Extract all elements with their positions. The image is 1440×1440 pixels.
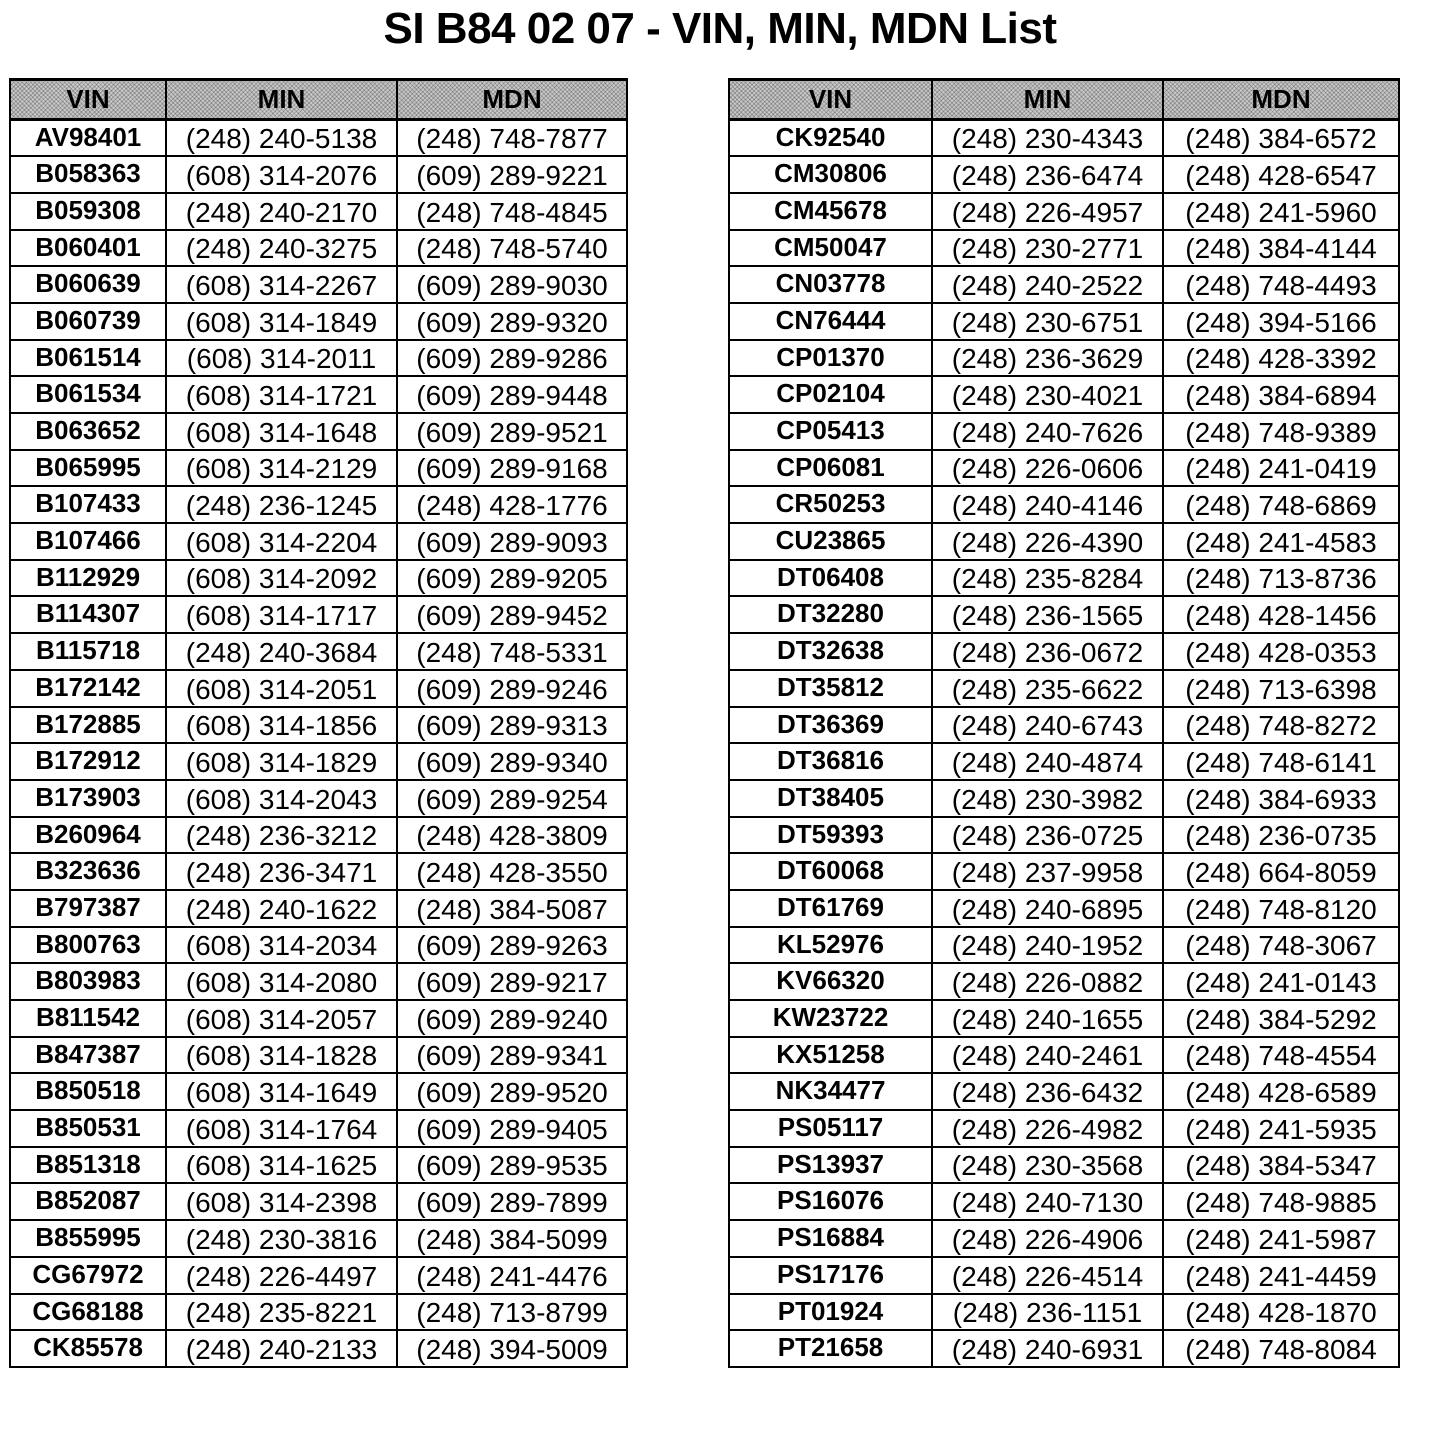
- mdn-cell: (609) 289-9221: [397, 156, 627, 193]
- table-row: [729, 486, 1399, 523]
- table-row: [729, 413, 1399, 450]
- min-cell: (608) 314-1828: [166, 1037, 397, 1074]
- min-cell: (248) 235-6622: [932, 670, 1163, 707]
- mdn-cell: (609) 289-9520: [397, 1073, 627, 1110]
- min-cell: (248) 226-4982: [932, 1110, 1163, 1147]
- table-row: [729, 633, 1399, 670]
- min-cell: (248) 226-0882: [932, 963, 1163, 1000]
- vin-cell: CG68188: [10, 1294, 166, 1331]
- table-row: [729, 376, 1399, 413]
- vin-cell: CN76444: [729, 303, 932, 340]
- min-cell: (248) 236-3629: [932, 340, 1163, 377]
- min-cell: (608) 314-2092: [166, 560, 397, 597]
- mdn-cell: (248) 428-6547: [1163, 156, 1399, 193]
- table-row: [10, 780, 627, 817]
- min-cell: (608) 314-1721: [166, 376, 397, 413]
- table-row: [10, 303, 627, 340]
- mdn-cell: (248) 748-4554: [1163, 1037, 1399, 1074]
- min-cell: (248) 240-4146: [932, 486, 1163, 523]
- min-cell: (248) 236-1245: [166, 486, 397, 523]
- min-cell: (248) 230-6751: [932, 303, 1163, 340]
- min-cell: (248) 226-4957: [932, 193, 1163, 230]
- table-row: [10, 1037, 627, 1074]
- mdn-cell: (248) 428-3392: [1163, 340, 1399, 377]
- vin-cell: B173903: [10, 780, 166, 817]
- min-cell: (608) 314-1648: [166, 413, 397, 450]
- table-row: [10, 633, 627, 670]
- vin-cell: B800763: [10, 927, 166, 964]
- table-row: [729, 340, 1399, 377]
- table-row: [729, 120, 1399, 157]
- vin-cell: B797387: [10, 890, 166, 927]
- min-cell: (248) 240-3684: [166, 633, 397, 670]
- mdn-cell: (248) 748-3067: [1163, 927, 1399, 964]
- vin-cell: CN03778: [729, 266, 932, 303]
- min-cell: (608) 314-1717: [166, 596, 397, 633]
- vin-cell: DT32638: [729, 633, 932, 670]
- mdn-cell: (248) 713-8799: [397, 1294, 627, 1331]
- table-row: [729, 780, 1399, 817]
- mdn-cell: (248) 428-1776: [397, 486, 627, 523]
- mdn-cell: (609) 289-9448: [397, 376, 627, 413]
- table-row: [729, 743, 1399, 780]
- vin-cell: DT32280: [729, 596, 932, 633]
- table-row: [10, 1000, 627, 1037]
- min-cell: (608) 314-2011: [166, 340, 397, 377]
- table-row: [729, 1257, 1399, 1294]
- table-row: [10, 853, 627, 890]
- min-cell: (608) 314-1856: [166, 707, 397, 744]
- table-row: [10, 1220, 627, 1257]
- min-cell: (248) 236-0725: [932, 817, 1163, 854]
- vin-cell: B061534: [10, 376, 166, 413]
- min-cell: (248) 240-3275: [166, 230, 397, 267]
- mdn-cell: (248) 748-4493: [1163, 266, 1399, 303]
- mdn-cell: (609) 289-9341: [397, 1037, 627, 1074]
- mdn-cell: (248) 384-5347: [1163, 1147, 1399, 1184]
- vin-cell: CM30806: [729, 156, 932, 193]
- min-cell: (248) 240-7130: [932, 1183, 1163, 1220]
- mdn-cell: (248) 384-4144: [1163, 230, 1399, 267]
- table-row: [729, 1147, 1399, 1184]
- mdn-cell: (248) 384-5099: [397, 1220, 627, 1257]
- table-row: [10, 486, 627, 523]
- mdn-cell: (609) 289-9246: [397, 670, 627, 707]
- table-body-right: [729, 120, 1399, 1367]
- vin-cell: DT59393: [729, 817, 932, 854]
- vin-cell: B172142: [10, 670, 166, 707]
- mdn-cell: (248) 394-5166: [1163, 303, 1399, 340]
- min-cell: (248) 235-8284: [932, 560, 1163, 597]
- min-cell: (608) 314-2398: [166, 1183, 397, 1220]
- mdn-cell: (609) 289-9254: [397, 780, 627, 817]
- vin-cell: B172912: [10, 743, 166, 780]
- vin-cell: PS05117: [729, 1110, 932, 1147]
- table-row: [10, 266, 627, 303]
- vin-cell: DT36816: [729, 743, 932, 780]
- min-cell: (608) 314-2204: [166, 523, 397, 560]
- header-row: [10, 80, 627, 120]
- vin-cell: B172885: [10, 707, 166, 744]
- min-cell: (608) 314-1764: [166, 1110, 397, 1147]
- table-row: [10, 156, 627, 193]
- table-row: [10, 523, 627, 560]
- vin-cell: KW23722: [729, 1000, 932, 1037]
- table-row: [10, 1257, 627, 1294]
- table-row: [10, 1330, 627, 1367]
- table-row: [729, 303, 1399, 340]
- min-cell: (248) 240-5138: [166, 120, 397, 157]
- vin-cell: B811542: [10, 1000, 166, 1037]
- min-cell: (248) 230-3982: [932, 780, 1163, 817]
- vin-cell: DT60068: [729, 853, 932, 890]
- vin-cell: B063652: [10, 413, 166, 450]
- min-cell: (248) 240-2461: [932, 1037, 1163, 1074]
- vin-cell: B112929: [10, 560, 166, 597]
- mdn-cell: (609) 289-9240: [397, 1000, 627, 1037]
- mdn-cell: (609) 289-7899: [397, 1183, 627, 1220]
- vin-cell: CG67972: [10, 1257, 166, 1294]
- mdn-cell: (609) 289-9452: [397, 596, 627, 633]
- min-cell: (608) 314-1829: [166, 743, 397, 780]
- vin-cell: CM50047: [729, 230, 932, 267]
- vin-cell: CK85578: [10, 1330, 166, 1367]
- vin-cell: B061514: [10, 340, 166, 377]
- vin-cell: PS13937: [729, 1147, 932, 1184]
- vin-cell: DT36369: [729, 707, 932, 744]
- mdn-cell: (248) 664-8059: [1163, 853, 1399, 890]
- table-row: [10, 230, 627, 267]
- min-cell: (248) 230-3816: [166, 1220, 397, 1257]
- mdn-cell: (248) 394-5009: [397, 1330, 627, 1367]
- min-cell: (608) 314-2129: [166, 450, 397, 487]
- vin-cell: DT35812: [729, 670, 932, 707]
- table-row: [10, 890, 627, 927]
- vin-cell: B803983: [10, 963, 166, 1000]
- vin-cell: NK34477: [729, 1073, 932, 1110]
- min-cell: (248) 240-7626: [932, 413, 1163, 450]
- min-cell: (248) 240-2522: [932, 266, 1163, 303]
- mdn-cell: (248) 748-8272: [1163, 707, 1399, 744]
- mdn-cell: (609) 289-9263: [397, 927, 627, 964]
- vin-cell: CU23865: [729, 523, 932, 560]
- vin-cell: PS16076: [729, 1183, 932, 1220]
- min-cell: (248) 230-2771: [932, 230, 1163, 267]
- min-cell: (248) 230-4343: [932, 120, 1163, 157]
- table-row: [10, 670, 627, 707]
- vin-cell: B114307: [10, 596, 166, 633]
- table-row: [10, 560, 627, 597]
- min-cell: (608) 314-2267: [166, 266, 397, 303]
- table-row: [10, 376, 627, 413]
- vin-cell: B107433: [10, 486, 166, 523]
- vin-cell: DT06408: [729, 560, 932, 597]
- mdn-cell: (609) 289-9205: [397, 560, 627, 597]
- mdn-cell: (248) 384-5087: [397, 890, 627, 927]
- mdn-cell: (609) 289-9320: [397, 303, 627, 340]
- min-cell: (248) 230-4021: [932, 376, 1163, 413]
- mdn-cell: (609) 289-9168: [397, 450, 627, 487]
- table-row: [729, 927, 1399, 964]
- table-row: [10, 1073, 627, 1110]
- mdn-cell: (248) 428-1870: [1163, 1294, 1399, 1331]
- table-row: [10, 707, 627, 744]
- mdn-cell: (248) 748-5740: [397, 230, 627, 267]
- vin-cell: DT38405: [729, 780, 932, 817]
- column-header-vin: VIN: [10, 80, 166, 120]
- column-header-mdn: MDN: [397, 80, 627, 120]
- mdn-cell: (248) 384-6894: [1163, 376, 1399, 413]
- table-row: [729, 707, 1399, 744]
- vin-cell: CP05413: [729, 413, 932, 450]
- min-cell: (248) 240-6931: [932, 1330, 1163, 1367]
- min-cell: (248) 226-4906: [932, 1220, 1163, 1257]
- min-cell: (608) 314-2051: [166, 670, 397, 707]
- vin-cell: PS16884: [729, 1220, 932, 1257]
- vin-table-left: [9, 78, 628, 1368]
- table-row: [729, 1000, 1399, 1037]
- mdn-cell: (609) 289-9405: [397, 1110, 627, 1147]
- mdn-cell: (609) 289-9340: [397, 743, 627, 780]
- mdn-cell: (248) 748-8120: [1163, 890, 1399, 927]
- min-cell: (248) 236-1565: [932, 596, 1163, 633]
- min-cell: (248) 235-8221: [166, 1294, 397, 1331]
- min-cell: (248) 240-4874: [932, 743, 1163, 780]
- min-cell: (248) 226-0606: [932, 450, 1163, 487]
- min-cell: (248) 226-4514: [932, 1257, 1163, 1294]
- vin-cell: B060401: [10, 230, 166, 267]
- mdn-cell: (248) 241-0419: [1163, 450, 1399, 487]
- column-header-min: MIN: [932, 80, 1163, 120]
- vin-cell: AV98401: [10, 120, 166, 157]
- mdn-cell: (609) 289-9286: [397, 340, 627, 377]
- table-row: [10, 1294, 627, 1331]
- vin-cell: B851318: [10, 1147, 166, 1184]
- min-cell: (608) 314-1849: [166, 303, 397, 340]
- min-cell: (248) 240-1622: [166, 890, 397, 927]
- mdn-cell: (248) 428-3550: [397, 853, 627, 890]
- table-row: [729, 1183, 1399, 1220]
- mdn-cell: (609) 289-9535: [397, 1147, 627, 1184]
- mdn-cell: (248) 428-1456: [1163, 596, 1399, 633]
- vin-cell: CP01370: [729, 340, 932, 377]
- table-row: [729, 1037, 1399, 1074]
- table-row: [10, 120, 627, 157]
- table-row: [10, 596, 627, 633]
- table-row: [729, 1330, 1399, 1367]
- vin-cell: B065995: [10, 450, 166, 487]
- column-header-vin: VIN: [729, 80, 932, 120]
- min-cell: (608) 314-2034: [166, 927, 397, 964]
- vin-cell: KX51258: [729, 1037, 932, 1074]
- table-row: [729, 230, 1399, 267]
- vin-cell: CP06081: [729, 450, 932, 487]
- vin-cell: CP02104: [729, 376, 932, 413]
- vin-cell: B855995: [10, 1220, 166, 1257]
- vin-table-right: [728, 78, 1400, 1368]
- mdn-cell: (248) 748-8084: [1163, 1330, 1399, 1367]
- min-cell: (248) 236-3212: [166, 817, 397, 854]
- mdn-cell: (609) 289-9093: [397, 523, 627, 560]
- mdn-cell: (248) 748-7877: [397, 120, 627, 157]
- table-row: [729, 560, 1399, 597]
- vin-cell: B107466: [10, 523, 166, 560]
- vin-cell: B850518: [10, 1073, 166, 1110]
- vin-cell: B847387: [10, 1037, 166, 1074]
- min-cell: (608) 314-2080: [166, 963, 397, 1000]
- mdn-cell: (248) 241-4476: [397, 1257, 627, 1294]
- mdn-cell: (609) 289-9521: [397, 413, 627, 450]
- min-cell: (608) 314-2043: [166, 780, 397, 817]
- mdn-cell: (248) 748-6869: [1163, 486, 1399, 523]
- vin-cell: B850531: [10, 1110, 166, 1147]
- table-row: [729, 1110, 1399, 1147]
- min-cell: (248) 236-6432: [932, 1073, 1163, 1110]
- mdn-cell: (248) 241-4459: [1163, 1257, 1399, 1294]
- vin-cell: B059308: [10, 193, 166, 230]
- header-row: [729, 80, 1399, 120]
- table-row: [10, 1110, 627, 1147]
- mdn-cell: (248) 713-6398: [1163, 670, 1399, 707]
- mdn-cell: (248) 384-6933: [1163, 780, 1399, 817]
- table-body-left: [10, 120, 627, 1367]
- mdn-cell: (248) 748-9885: [1163, 1183, 1399, 1220]
- column-header-min: MIN: [166, 80, 397, 120]
- min-cell: (608) 314-2076: [166, 156, 397, 193]
- vin-cell: B058363: [10, 156, 166, 193]
- mdn-cell: (248) 428-6589: [1163, 1073, 1399, 1110]
- table-row: [10, 1147, 627, 1184]
- vin-cell: KV66320: [729, 963, 932, 1000]
- table-row: [729, 890, 1399, 927]
- table-row: [729, 853, 1399, 890]
- page-title: SI B84 02 07 - VIN, MIN, MDN List: [383, 4, 1057, 53]
- min-cell: (248) 226-4390: [932, 523, 1163, 560]
- min-cell: (248) 240-1952: [932, 927, 1163, 964]
- vin-cell: B060739: [10, 303, 166, 340]
- vin-cell: B323636: [10, 853, 166, 890]
- table-row: [729, 1220, 1399, 1257]
- table-row: [10, 817, 627, 854]
- vin-cell: CM45678: [729, 193, 932, 230]
- table-row: [729, 1294, 1399, 1331]
- min-cell: (608) 314-2057: [166, 1000, 397, 1037]
- table-row: [10, 963, 627, 1000]
- mdn-cell: (248) 713-8736: [1163, 560, 1399, 597]
- vin-cell: PT01924: [729, 1294, 932, 1331]
- table-row: [729, 670, 1399, 707]
- vin-cell: B060639: [10, 266, 166, 303]
- table-row: [729, 156, 1399, 193]
- min-cell: (608) 314-1649: [166, 1073, 397, 1110]
- vin-cell: DT61769: [729, 890, 932, 927]
- table-row: [10, 193, 627, 230]
- table-row: [10, 450, 627, 487]
- min-cell: (248) 237-9958: [932, 853, 1163, 890]
- table-row: [729, 523, 1399, 560]
- mdn-cell: (248) 428-0353: [1163, 633, 1399, 670]
- vin-cell: CR50253: [729, 486, 932, 523]
- min-cell: (248) 236-0672: [932, 633, 1163, 670]
- vin-cell: PS17176: [729, 1257, 932, 1294]
- min-cell: (248) 240-1655: [932, 1000, 1163, 1037]
- mdn-cell: (248) 241-5935: [1163, 1110, 1399, 1147]
- vin-cell: KL52976: [729, 927, 932, 964]
- mdn-cell: (248) 428-3809: [397, 817, 627, 854]
- mdn-cell: (248) 748-5331: [397, 633, 627, 670]
- mdn-cell: (248) 748-9389: [1163, 413, 1399, 450]
- mdn-cell: (248) 384-6572: [1163, 120, 1399, 157]
- min-cell: (248) 230-3568: [932, 1147, 1163, 1184]
- mdn-cell: (248) 236-0735: [1163, 817, 1399, 854]
- vin-cell: B852087: [10, 1183, 166, 1220]
- mdn-cell: (609) 289-9030: [397, 266, 627, 303]
- table-row: [729, 817, 1399, 854]
- table-row: [729, 596, 1399, 633]
- table-row: [10, 413, 627, 450]
- min-cell: (248) 240-6895: [932, 890, 1163, 927]
- table-row: [10, 743, 627, 780]
- vin-cell: CK92540: [729, 120, 932, 157]
- table-row: [729, 450, 1399, 487]
- table-row: [10, 1183, 627, 1220]
- min-cell: (248) 236-6474: [932, 156, 1163, 193]
- mdn-cell: (609) 289-9313: [397, 707, 627, 744]
- min-cell: (248) 240-2170: [166, 193, 397, 230]
- mdn-cell: (248) 241-0143: [1163, 963, 1399, 1000]
- mdn-cell: (248) 748-4845: [397, 193, 627, 230]
- min-cell: (248) 236-3471: [166, 853, 397, 890]
- mdn-cell: (609) 289-9217: [397, 963, 627, 1000]
- table-row: [729, 266, 1399, 303]
- mdn-cell: (248) 241-4583: [1163, 523, 1399, 560]
- mdn-cell: (248) 241-5960: [1163, 193, 1399, 230]
- mdn-cell: (248) 748-6141: [1163, 743, 1399, 780]
- vin-cell: B260964: [10, 817, 166, 854]
- min-cell: (248) 236-1151: [932, 1294, 1163, 1331]
- column-header-mdn: MDN: [1163, 80, 1399, 120]
- table-row: [10, 927, 627, 964]
- vin-cell: B115718: [10, 633, 166, 670]
- vin-cell: PT21658: [729, 1330, 932, 1367]
- table-row: [729, 1073, 1399, 1110]
- table-row: [729, 193, 1399, 230]
- table-row: [10, 340, 627, 377]
- table-row: [729, 963, 1399, 1000]
- min-cell: (608) 314-1625: [166, 1147, 397, 1184]
- min-cell: (248) 240-2133: [166, 1330, 397, 1367]
- min-cell: (248) 226-4497: [166, 1257, 397, 1294]
- mdn-cell: (248) 384-5292: [1163, 1000, 1399, 1037]
- min-cell: (248) 240-6743: [932, 707, 1163, 744]
- mdn-cell: (248) 241-5987: [1163, 1220, 1399, 1257]
